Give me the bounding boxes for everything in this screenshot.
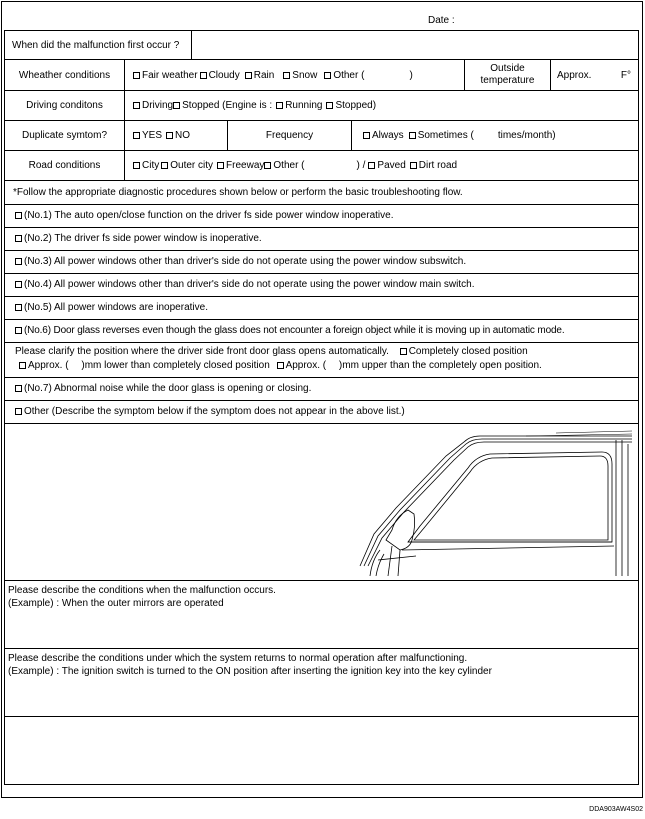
returns-prompt: Please describe the conditions under which the system returns to normal operation after malfunctioning. [8,653,468,664]
row-item-no2 [5,228,638,251]
instruction-text: *Follow the appropriate diagnostic procedures shown below or perform the basic troubleshooting flow. [13,187,463,198]
conditions-example: (Example) : When the outer mirrors are operated [8,598,224,609]
frequency-per-month: times/month) [497,130,556,141]
checkbox-icon[interactable] [19,362,26,369]
checkbox-icon[interactable] [368,162,375,169]
checkbox-icon[interactable] [15,281,22,288]
checkbox-icon[interactable] [276,102,283,109]
document-code: DDA903AW4S02 [589,806,643,813]
driving-stopped[interactable]: Stopped (Engine is : [173,100,272,111]
checkbox-icon[interactable] [324,72,331,79]
checkbox-icon[interactable] [133,102,140,109]
row-item-no3 [5,251,638,274]
driving-options [125,91,638,120]
row-item-no6 [5,320,638,343]
clarify-lower-text: )mm lower than completely closed position [81,360,270,371]
temp-unit: F° [620,69,631,81]
checkbox-icon[interactable] [200,72,207,79]
checkbox-icon[interactable] [166,132,173,139]
returns-example: (Example) : The ignition switch is turned to the ON position after inserting the ignition key into the key cylinder [8,666,492,677]
conditions-prompt: Please describe the conditions when the malfunction occurs. [8,585,276,596]
row-duplicate [5,121,638,151]
row-road [5,151,638,181]
duplicate-options [125,121,228,150]
row-first-occur [5,31,638,60]
driving-label: Driving conditons [26,100,103,111]
outside-temp-cell [465,60,551,90]
row-instruction [5,181,638,205]
road-label: Road conditions [28,160,101,171]
approx-temp-cell[interactable] [551,60,638,90]
checkbox-icon[interactable] [277,362,284,369]
frequency-options [352,121,638,150]
item-no1[interactable]: (No.1) The auto open/close function on the driver fs side power window inoperative. [15,210,393,221]
checkbox-icon[interactable] [15,258,22,265]
checkbox-icon[interactable] [15,235,22,242]
road-dirt[interactable]: Dirt road [410,160,457,171]
checkbox-icon[interactable] [410,162,417,169]
duplicate-no[interactable]: NO [166,130,190,141]
checkbox-icon[interactable] [217,162,224,169]
weather-options [125,60,465,90]
checkbox-icon[interactable] [133,72,140,79]
item-no2[interactable]: (No.2) The driver fs side power window is inoperative. [15,233,262,244]
weather-snow[interactable]: Snow [283,70,317,81]
road-freeway[interactable]: Freeway [217,160,264,171]
road-label-cell [5,151,125,180]
frequency-sometimes[interactable]: Sometimes ( [409,130,474,141]
checkbox-icon[interactable] [409,132,416,139]
row-driving [5,91,638,121]
road-paved[interactable]: Paved [368,160,405,171]
first-occur-label-cell [5,31,192,59]
road-city[interactable]: City [133,160,159,171]
clarify-line1 [15,346,528,357]
checkbox-icon[interactable] [400,348,407,355]
row-conditions[interactable] [5,581,638,649]
row-clarify [5,343,638,378]
checkbox-icon[interactable] [133,132,140,139]
questionnaire-form [4,30,639,785]
row-item-no5 [5,297,638,320]
clarify-approx-upper[interactable]: Approx. ( [277,360,327,371]
checkbox-icon[interactable] [161,162,168,169]
driving-engine-stopped[interactable]: Stopped) [326,100,376,111]
driving-running[interactable]: Running [276,100,322,111]
checkbox-icon[interactable] [15,212,22,219]
checkbox-icon[interactable] [245,72,252,79]
notes-area[interactable] [5,717,638,784]
clarify-closed[interactable]: Completely closed position [400,346,528,357]
frequency-label: Frequency [265,130,314,141]
checkbox-icon[interactable] [363,132,370,139]
approx-label: Approx. [557,69,592,81]
checkbox-icon[interactable] [15,327,22,334]
clarify-line2 [19,360,542,371]
item-no5[interactable]: (No.5) All power windows are inoperative. [15,302,208,313]
checkbox-icon[interactable] [15,385,22,392]
duplicate-yes[interactable]: YES [133,130,162,141]
checkbox-icon[interactable] [133,162,140,169]
frequency-label-cell [228,121,352,150]
row-item-no4 [5,274,638,297]
road-outer-city[interactable]: Outer city [161,160,213,171]
checkbox-icon[interactable] [264,162,271,169]
checkbox-icon[interactable] [173,102,180,109]
road-other-close: ) / [356,160,366,171]
car-door-window-illustration [356,430,632,576]
item-no3[interactable]: (No.3) All power windows other than driver's side do not operate using the power window subswitch. [15,256,466,267]
checkbox-icon[interactable] [15,304,22,311]
weather-fair[interactable]: Fair weather [133,70,198,81]
item-no4[interactable]: (No.4) All power windows other than driver's side do not operate using the power window main switch. [15,279,474,290]
frequency-always[interactable]: Always [363,130,404,141]
first-occur-input[interactable] [192,31,638,59]
weather-rain[interactable]: Rain [245,70,275,81]
weather-label: Wheather conditions [18,69,111,81]
clarify-text: Please clarify the position where the driver side front door glass opens automatically. [15,346,389,357]
checkbox-icon[interactable] [15,408,22,415]
road-other[interactable]: Other ( [264,160,304,171]
duplicate-label-cell [5,121,125,150]
driving-driving[interactable]: Driving [133,100,173,111]
clarify-upper-text: )mm upper than the completely open position. [338,360,542,371]
row-returns[interactable] [5,649,638,717]
row-item-no7 [5,378,638,401]
row-weather [5,60,638,91]
road-options [125,151,638,180]
checkbox-icon[interactable] [283,72,290,79]
clarify-approx-lower[interactable]: Approx. ( [19,360,69,371]
weather-other[interactable]: Other ( [324,70,364,81]
weather-label-cell [5,60,125,90]
row-item-other [5,401,638,424]
weather-other-close: ) [409,69,413,81]
date-label: Date : [428,15,455,26]
item-other[interactable]: Other (Describe the symptom below if the symptom does not appear in the above list.) [15,406,405,417]
item-no6[interactable]: (No.6) Door glass reverses even though the glass does not encounter a foreign object while it is moving up in automatic mode. [15,325,564,336]
checkbox-icon[interactable] [326,102,333,109]
item-no7[interactable]: (No.7) Abnormal noise while the door glass is opening or closing. [15,383,311,394]
duplicate-label: Duplicate symtom? [21,130,108,141]
first-occur-label: When did the malfunction first occur ? [12,39,180,51]
driving-label-cell [5,91,125,120]
row-item-no1 [5,205,638,228]
outside-temp-label: Outside temperature [480,63,535,86]
weather-cloudy[interactable]: Cloudy [200,70,240,81]
